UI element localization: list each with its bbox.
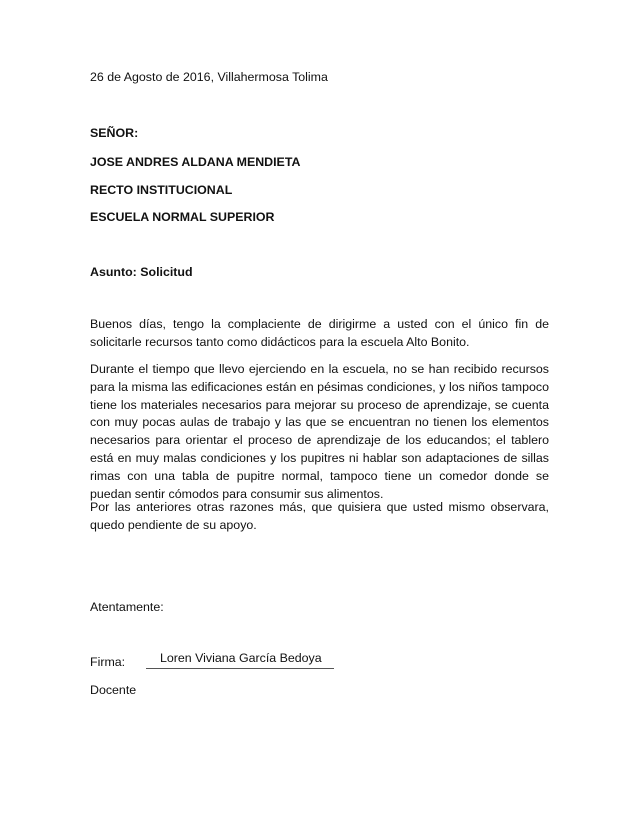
recipient-salutation: SEÑOR: <box>90 126 139 140</box>
body-paragraph-2: Durante el tiempo que llevo ejerciendo en la escuela, no se han recibido recursos para la misma las edificaciones están en pésimas condiciones, y los niños tampoco tiene los materiales necesarios para mejorar su proceso de aprendizaje, se cuenta con muy pocas aulas de trabajo y las que se encuentran no tienen los elementos necesarios para orientar el proceso de aprendizaje de los educandos; el tablero está en muy malas condiciones y los pupitres ni hablar son adaptaciones de sillas rimas con una tabla de pupitre normal, tampoco tiene un comedor donde se puedan sentir cómodos para consumir sus alimentos. <box>90 362 549 501</box>
recipient-name: JOSE ANDRES ALDANA MENDIETA <box>90 155 301 169</box>
signature-underline <box>146 668 334 669</box>
recipient-title: RECTO INSTITUCIONAL <box>90 183 233 197</box>
body-paragraph-3: Por las anteriores otras razones más, que quisiera que usted mismo observara, quedo pendiente de su apoyo. <box>90 500 549 532</box>
subject-line: Asunto: Solicitud <box>90 265 193 279</box>
signature-name: Loren Viviana García Bedoya <box>160 651 322 665</box>
body-paragraph-1: Buenos días, tengo la complaciente de dirigirme a usted con el único fin de solicitarle recursos tanto como didácticos para la escuela Alto Bonito. <box>90 317 549 349</box>
closing-line: Atentamente: <box>90 600 164 614</box>
signature-label: Firma: <box>90 655 126 669</box>
date-line: 26 de Agosto de 2016, Villahermosa Tolima <box>90 70 328 84</box>
recipient-institution: ESCUELA NORMAL SUPERIOR <box>90 210 275 224</box>
signature-role: Docente <box>90 683 137 697</box>
